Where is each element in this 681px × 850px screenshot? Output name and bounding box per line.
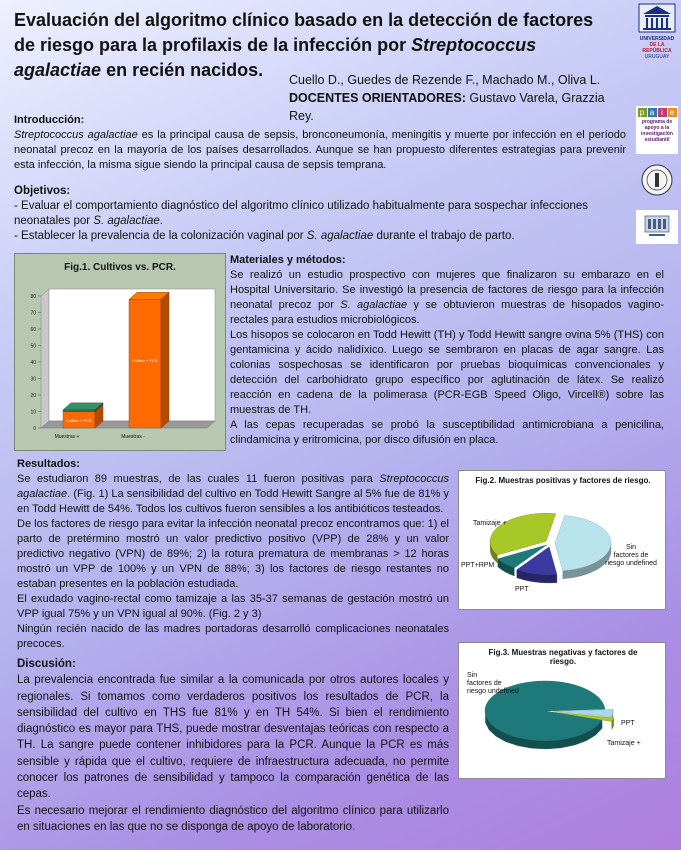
- udelar-text-2: DE LA REPÚBLICA: [642, 42, 672, 54]
- building-icon: [640, 210, 674, 240]
- bar-front: [63, 410, 95, 412]
- methods-p1: [230, 268, 664, 328]
- intro-text: es la principal causa de sepsis, bronconeumonía, meningitis y muerte por infección en el período neonatal precoz en la mayoría de los países desarrollados. Aunque se han propuesto diferentes estrategias para prevenir esta infección, la misma sigue siendo la principal causa de sepsis temprana.: [14, 129, 626, 171]
- y-tick-label: 20: [30, 393, 36, 399]
- discussion-heading: Discusión:: [17, 658, 76, 670]
- bar-front: [129, 299, 161, 428]
- pie-label: Tamizaje +: [607, 740, 641, 747]
- pie-label: PPT: [621, 720, 635, 727]
- results-p3: El exudado vagino-rectal como tamizaje a las 35-37 semanas de gestación mostró un VPP igual 75% y un VPN igual al 90%. (Fig. 2 y 3): [17, 593, 449, 620]
- udelar-logo: [636, 2, 678, 62]
- udelar-text-1: UNIVERSIDAD: [639, 36, 675, 42]
- fig3-box: [458, 642, 666, 779]
- udelar-text-3: URUGUAY: [644, 54, 670, 60]
- methods-p1-organism: S. agalactiae: [340, 299, 408, 311]
- results-p1: [17, 472, 449, 517]
- advisors-names: Gustavo Varela, Grazzia Rey.: [289, 91, 605, 123]
- fig1-frame: [14, 253, 226, 451]
- x-category-label: Muestras +: [54, 434, 80, 440]
- title-text-end: en recién nacidos.: [101, 60, 264, 80]
- objective-1-text: - Evaluar el comportamiento diagnóstico del algoritmo clínico utilizado habitualmente para sospechar infecciones neonatales por: [14, 200, 589, 227]
- paie-text: programa de apoyo a la investigación estudiantil: [641, 119, 673, 143]
- intro-organism: Streptococcus agalactiae: [14, 129, 138, 141]
- objective-2: [14, 229, 626, 244]
- methods-p3: A las cepas recuperadas se probó la susceptibilidad antimicrobiana a penicilina, clindamicina y eritromicina, por disco difusión en placa.: [230, 419, 664, 446]
- objective-2-text: - Establecer la prevalencia de la colonización vaginal por: [14, 230, 307, 242]
- y-tick-label: 0: [33, 426, 36, 432]
- methods-p2: Los hisopos se colocaron en Todd Hewitt (TH) y Todd Hewitt sangre ovina 5% (THS) con gentamicina y ácido nalidíxico. Luego se sembraron en placas de agar sangre. Las colonias sospechosas se identificaron por pruebas bioquímicas convencionales y detección del carbohidrato grupo específico por aglutinación de látex. Se realizó reacción en cadena de la polimerasa (PCR-EGB Speed Oligo, Vircell®) sobre las muestras de TH.: [230, 329, 664, 416]
- fig1-title: Fig.1. Cultivos vs. PCR.: [64, 262, 176, 273]
- methods-p1-text: Se realizó un estudio prospectivo con mujeres que finalizaron su embarazo en el Hospital Universitario. Se investigó la presencia de factores de riesgo para la infección neonatal precoz por: [230, 269, 664, 311]
- methods-heading: Materiales y métodos:: [230, 254, 346, 266]
- objective-1-end: .: [159, 215, 163, 227]
- discussion-section: [17, 656, 449, 835]
- discussion-p1: La prevalencia encontrada fue similar a la comunicada por otros autores locales y regionales. Si tomamos como verdaderos positivos los resultados de PCR, la sensibilidad del cultivo en THS fue 81% y en TH 54%. Si bien el rendimiento diagnóstico es mayor para THS, puede mostrar desventajas teóricas con respecto a TH. La sangre puede contener inhibidores para la PCR. Aunque la PCR es más sensible y rápida que el cultivo, requiere de infraestructura adecuada, no permite conocer los patrones de sensibilidad y tampoco la comparación genética de las cepas.: [17, 674, 449, 801]
- pie-label: PPT+RPM: [461, 562, 495, 569]
- x-category-label: Muestras -: [121, 434, 145, 440]
- objectives-heading: Objetivos:: [14, 185, 71, 197]
- building-logo: [636, 210, 678, 244]
- y-tick-label: 70: [30, 310, 36, 317]
- paie-letter: e: [668, 108, 677, 117]
- author-names: Cuello D., Guedes de Rezende F., Machado M., Oliva L.: [289, 73, 601, 87]
- results-p2: De los factores de riesgo para evitar la infección neonatal precoz encontramos que: 1) el parto de pretérmino mostró un valor predictivo positivo (VPP) de 28% y un valor predictivo negativo (VPN) de 89%; 2) la rotura prematura de membranas > 12 horas mostró un VPP de 100% y un VPN de 88%; 3) los factores de riesgo restantes no estaban presentes en la población estudiada.: [17, 518, 449, 590]
- y-tick-label: 30: [30, 376, 36, 383]
- title-text: Evaluación del algoritmo clínico basado en la detección de factores de riesgo para la profilaxis de la infección por: [14, 10, 594, 55]
- paie-letter: i: [658, 108, 667, 117]
- fig1-chart: [21, 278, 219, 446]
- objective-2-end: durante el trabajo de parto.: [373, 230, 515, 242]
- y-tick-label: 10: [30, 409, 36, 416]
- y-tick-label: 50: [30, 343, 36, 350]
- advisors-label: DOCENTES ORIENTADORES:: [289, 91, 466, 105]
- y-tick-label: 40: [30, 360, 36, 366]
- methods-section: [230, 253, 664, 448]
- y-tick-label: 60: [30, 327, 36, 333]
- paie-letters: [636, 108, 678, 117]
- discussion-p2: Es necesario mejorar el rendimiento diagnóstico del algoritmo clínico para utilizarlo en situaciones en las que no se disponga de apoyo de laboratorio.: [17, 804, 449, 833]
- faculty-seal-icon: [640, 160, 674, 200]
- paie-letter: a: [648, 108, 657, 117]
- objective-1: [14, 199, 626, 229]
- results-p1-text: Se estudiaron 89 muestras, de las cuales 11 fueron positivas para: [17, 473, 380, 485]
- bar-segment-label: Cultivo + PCR: [132, 358, 158, 363]
- fig2-chart: [459, 471, 665, 609]
- paie-letter: p: [638, 108, 647, 117]
- results-p4: Ningún recién nacido de las madres portadoras desarrolló complicaciones neonatales precoces.: [17, 623, 449, 650]
- objectives-section: [14, 184, 626, 244]
- pie-label: Tamizaje +: [473, 520, 507, 527]
- introduction-heading: Introducción:: [14, 114, 85, 126]
- bar-segment-label: Cultivo + PCR: [66, 417, 92, 423]
- udelar-emblem-icon: [637, 2, 677, 34]
- results-heading: Resultados:: [17, 458, 80, 470]
- fig3-title: Fig.3. Muestras negativas y factores de riesgo.: [488, 648, 638, 666]
- introduction-section: [14, 113, 626, 173]
- paie-logo: [636, 106, 678, 154]
- title-organism: Streptococcus agalactiae: [14, 35, 537, 80]
- y-tick-label: 80: [30, 294, 36, 300]
- methods-p1-end: y se obtuvieron muestras de hisopados vagino-rectales para estudios microbiológicos.: [230, 299, 664, 326]
- objective-1-organism: S. agalactiae: [93, 215, 160, 227]
- bar-side: [161, 292, 169, 428]
- pie-label: PPT: [515, 586, 529, 593]
- fig2-title: Fig.2. Muestras positivas y factores de riesgo.: [475, 476, 651, 485]
- chart-side-wall: [41, 289, 49, 428]
- introduction-body: [14, 128, 626, 173]
- fig2-box: [458, 470, 666, 610]
- results-section: [17, 457, 449, 652]
- pie-label: Sin factores de riesgo undefined: [467, 672, 519, 695]
- results-p1-organism: Streptococcus agalactiae: [17, 473, 449, 500]
- pie-label: Sin factores de riesgo undefined: [605, 544, 657, 567]
- objective-2-organism: S. agalactiae: [306, 230, 374, 242]
- fig3-chart: [459, 643, 665, 778]
- results-p1-end: . (Fig. 1) La sensibilidad del cultivo en Todd Hewitt Sangre al 5% fue de 81% y en Todd Hewitt de 54%. Todos los cultivos fueron sensibles a los antibióticos testeados.: [17, 488, 449, 515]
- seal-logo: [636, 160, 678, 202]
